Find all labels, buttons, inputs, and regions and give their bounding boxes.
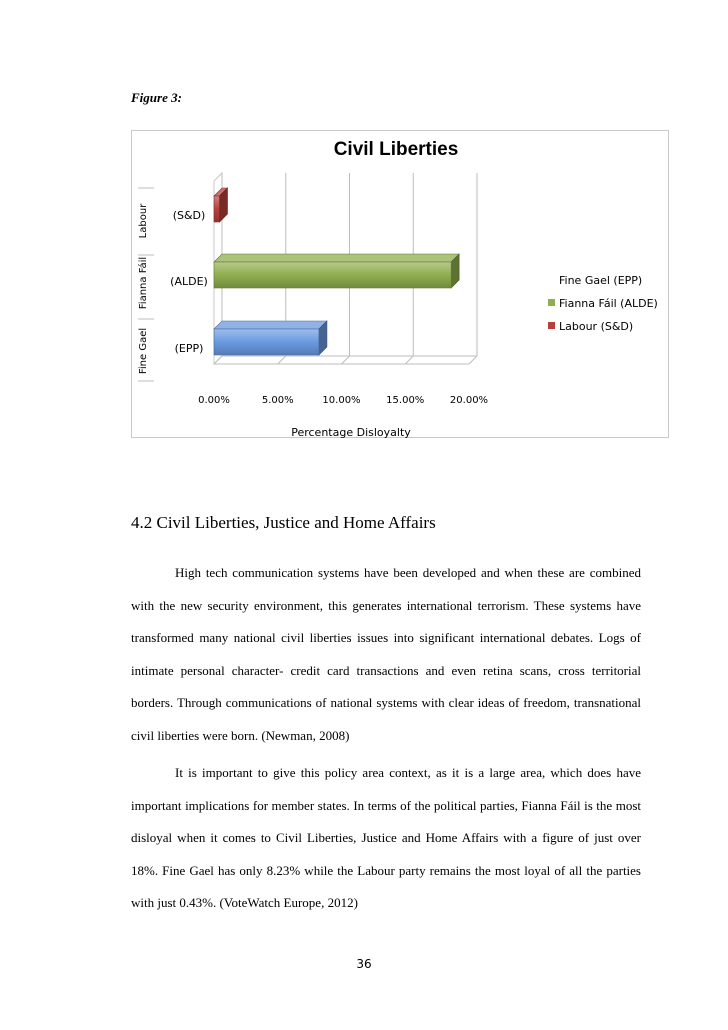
paragraph-2 [131,757,641,920]
gridline-floor [405,356,413,364]
x-axis-label: Percentage Disloyalty [291,426,411,439]
category-group-label: Fine Gael [138,327,149,375]
page-number: 36 [356,957,372,971]
bar-top-face [214,321,327,329]
category-group-label: Fianna Fáil [138,256,149,310]
x-tick-label: 10.00% [322,395,361,406]
legend-label: Fianna Fáil (ALDE) [559,297,658,310]
legend-label: Labour (S&D) [559,320,634,333]
figure-caption: Figure 3: [131,90,182,105]
bar [214,196,219,222]
chart-svg [132,131,670,439]
bar [214,262,451,288]
gridline-floor [342,356,350,364]
x-tick-label: 0.00% [198,395,230,406]
paragraph-2-text: It is important to give this policy area context, as it is a large area, which does have important implications for member states. In terms of the political parties, Fianna Fáil is the most disloyal when it comes to Civil Liberties, Justice and Home Affairs with a figure of just over 18%. Fine Gael has only 8.23% while the Labour party remains the most loyal of all the parties with just 0.43%. (VoteWatch Europe, 2012) [131,765,641,910]
x-tick-label: 5.00% [261,395,294,406]
bar-top-face [214,254,459,262]
section-heading: 4.2 Civil Liberties, Justice and Home Affairs [131,513,436,532]
gridline-floor [278,356,286,364]
legend-swatch [548,322,555,329]
category-sub-label: (S&D) [172,209,206,222]
paragraph-1-text: High tech communication systems have been developed and when these are combined with the new security environment, this generates international terrorism. These systems have transformed many national civil liberties issues into significant international debates. Logs of intimate personal character- credit card transactions and even retina scans, cross territorial borders. Through communications of national systems with clear ideas of freedom, transnational civil liberties were born. (Newman, 2008) [131,565,641,743]
x-tick-label: 15.00% [386,395,425,406]
bar [214,329,319,355]
gridline-floor [214,356,222,364]
legend-label: Fine Gael (EPP) [559,274,643,287]
x-tick-label: 20.00% [449,395,489,406]
chart-container [131,130,669,438]
gridline-floor [469,356,477,364]
category-group-label: Labour [138,203,149,239]
category-sub-label: (EPP) [174,342,204,355]
category-sub-label: (ALDE) [170,275,208,288]
chart-title: Civil Liberties [333,139,459,160]
legend-swatch [548,299,555,306]
paragraph-1 [131,557,641,752]
